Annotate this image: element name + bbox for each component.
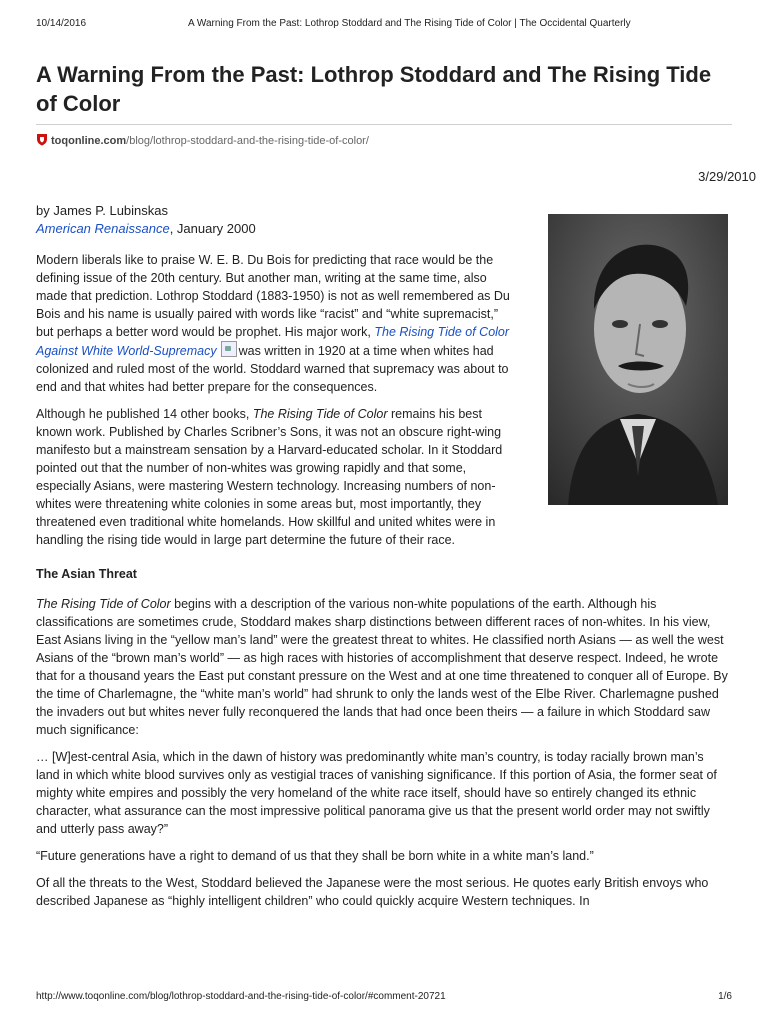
print-date: 10/14/2016 xyxy=(36,18,87,29)
paragraph-3: The Rising Tide of Color begins with a description of the various non-white populations of the earth. Although his classifications are sometimes crude, Stoddard makes sharp distinctions between different races of non-whites. In his view, East Asians living in the “yellow man’s land” were the greatest threat to whites. He classified north Asians — as well the west Asians of the “brown man’s world” — as high races with histories of accomplishment that deserve respect. Indeed, he wrote that for a thousand years the East put constant pressure on the West and at one time threatened to conquer all of Europe. By the time of Charlemagne, the “white man’s world” had shrunk to only the lands west of the Elbe River. Charlemagne pushed the invaders out but whites never fully reconquered the lands that had once been theirs — a failure in which Stoddard saw much significance: xyxy=(36,597,728,737)
publication-date: , January 2000 xyxy=(169,221,256,236)
author: by James P. Lubinskas xyxy=(36,203,168,218)
broken-image-icon xyxy=(221,341,237,357)
publish-date: 3/29/2010 xyxy=(698,169,756,184)
source-path: /blog/lothrop-stoddard-and-the-rising-tide-of-color/ xyxy=(126,135,369,147)
book-link[interactable]: The Rising Tide of Color Against White World-Supremacy xyxy=(36,325,510,358)
page-number: 1/6 xyxy=(718,991,732,1002)
quote-1: … [W]est-central Asia, which in the dawn of history was predominantly white man’s country, is today racially brown man’s land in which white blood survives only as vestigial traces of vanishing significance. If this portion of Asia, the former seat of mighty white empires and possibly the very homeland of the white race itself, should have so entirely changed its ethnic character, what assurance can the most impressive political panorama give us that the present world order may not swiftly and utterly pass away?” xyxy=(36,750,717,836)
section-heading: The Asian Threat xyxy=(36,567,137,581)
print-page-title: A Warning From the Past: Lothrop Stoddard and The Rising Tide of Color | The Occidental Quarterly xyxy=(188,18,631,29)
print-url: http://www.toqonline.com/blog/lothrop-stoddard-and-the-rising-tide-of-color/#comment-20721 xyxy=(36,991,446,1002)
paragraph-1: Modern liberals like to praise W. E. B. Du Bois for predicting that race would be the defining issue of the 20th century. But another man, writing at the same time, also made that prediction. Lothrop Stoddard (1883-1950) is not as well remembered as Du Bois and his name is usually paired with words like “racist” and “white supremacist,” but perhaps a better word would be prophet. His major work, The Rising Tide of Color Against White World-Supremacy was written in 1920 at a time when whites had colonized and ruled most of the world. Stoddard warned that supremacy was about to end and that whites had better prepare for the consequences. xyxy=(36,253,510,394)
source-link[interactable] xyxy=(51,135,369,147)
quote-2: “Future generations have a right to demand of us that they shall be born white in a white man’s land.” xyxy=(36,849,594,863)
paragraph-2: Although he published 14 other books, The Rising Tide of Color remains his best known work. Published by Charles Scribner’s Sons, it was not an obscure right-wing manifesto but a mainstream sensation by a Harvard-educated scholar. In it Stoddard pointed out that the number of non-whites was growing rapidly and that some, especially Asians, were mastering Western technology. Increasing numbers of non-whites were threatening white colonies in some areas but, most importantly, they threatened even traditional white homelands. How skillful and united whites were in handling the rising tide would in large part determine the future of their race. xyxy=(36,407,503,547)
print-header xyxy=(36,18,732,32)
article-body xyxy=(36,251,728,919)
shield-icon xyxy=(36,133,48,149)
article-title: A Warning From the Past: Lothrop Stoddard and The Rising Tide of Color xyxy=(36,62,712,116)
publication-link[interactable]: American Renaissance xyxy=(36,221,170,236)
paragraph-4: Of all the threats to the West, Stoddard believed the Japanese were the most serious. He quotes early British envoys who described Japanese as “highly intelligent children” who could quickly acquire Western techniques. In xyxy=(36,876,709,908)
source-row xyxy=(36,124,732,149)
byline xyxy=(36,202,256,238)
source-domain: toqonline.com xyxy=(51,135,127,147)
